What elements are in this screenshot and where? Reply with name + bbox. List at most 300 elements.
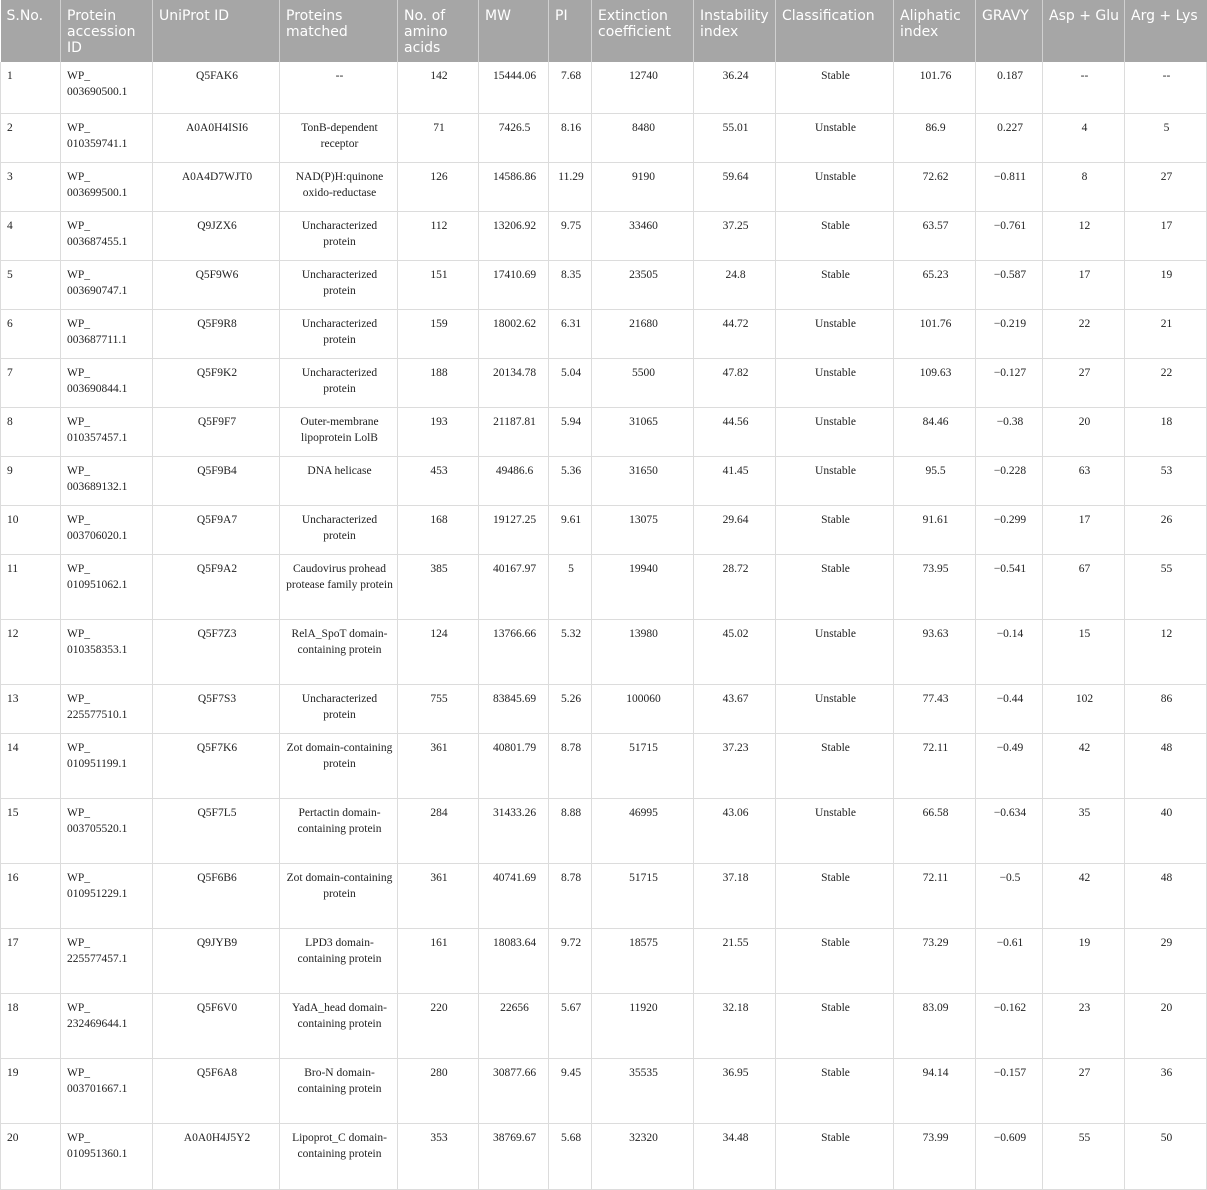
cell-mw: 14586.86: [479, 162, 549, 211]
cell-uniprot-id: A0A4D7WJT0: [153, 162, 280, 211]
cell-sno: 6: [1, 309, 61, 358]
cell-gravy: −0.5: [976, 863, 1043, 928]
cell-protein-matched: LPD3 domain-containing protein: [280, 928, 398, 993]
cell-protein-accession-id: WP_ 010951229.1: [61, 863, 153, 928]
cell-protein-matched: Uncharacterized protein: [280, 684, 398, 733]
cell-instability-index: 44.56: [694, 407, 776, 456]
cell-arg-lys: 36: [1125, 1058, 1207, 1123]
cell-protein-accession-id: WP_ 225577510.1: [61, 684, 153, 733]
table-header: [1, 0, 1207, 62]
cell-extinction-coefficient: 19940: [592, 554, 694, 619]
cell-gravy: −0.219: [976, 309, 1043, 358]
cell-classification: Stable: [776, 62, 894, 113]
cell-extinction-coefficient: 31650: [592, 456, 694, 505]
cell-gravy: −0.61: [976, 928, 1043, 993]
table-row: [1, 863, 1207, 928]
cell-aliphatic-index: 93.63: [894, 619, 976, 684]
cell-instability-index: 45.02: [694, 619, 776, 684]
header-extinction-coefficient: Extinction coefficient: [592, 0, 694, 62]
cell-uniprot-id: Q5F6A8: [153, 1058, 280, 1123]
table-body: [1, 62, 1207, 1189]
table-row: [1, 62, 1207, 113]
cell-classification: Unstable: [776, 309, 894, 358]
cell-extinction-coefficient: 23505: [592, 260, 694, 309]
cell-pi: 9.45: [549, 1058, 592, 1123]
cell-gravy: −0.634: [976, 798, 1043, 863]
cell-uniprot-id: Q5F7Z3: [153, 619, 280, 684]
cell-amino-acids: 193: [398, 407, 479, 456]
cell-aliphatic-index: 72.11: [894, 733, 976, 798]
cell-mw: 18083.64: [479, 928, 549, 993]
cell-sno: 17: [1, 928, 61, 993]
cell-mw: 30877.66: [479, 1058, 549, 1123]
cell-classification: Stable: [776, 554, 894, 619]
cell-classification: Stable: [776, 1058, 894, 1123]
table-row: [1, 309, 1207, 358]
cell-sno: 3: [1, 162, 61, 211]
cell-protein-matched: Caudovirus prohead protease family protein: [280, 554, 398, 619]
cell-arg-lys: 40: [1125, 798, 1207, 863]
header-proteins-matched: Proteins matched: [280, 0, 398, 62]
cell-mw: 38769.67: [479, 1123, 549, 1189]
cell-arg-lys: 18: [1125, 407, 1207, 456]
cell-sno: 18: [1, 993, 61, 1058]
cell-extinction-coefficient: 21680: [592, 309, 694, 358]
cell-uniprot-id: A0A0H4J5Y2: [153, 1123, 280, 1189]
cell-amino-acids: 188: [398, 358, 479, 407]
table-row: [1, 113, 1207, 162]
cell-classification: Unstable: [776, 407, 894, 456]
cell-instability-index: 37.18: [694, 863, 776, 928]
cell-aliphatic-index: 72.11: [894, 863, 976, 928]
cell-arg-lys: 19: [1125, 260, 1207, 309]
table-row: [1, 260, 1207, 309]
header-classification: Classification: [776, 0, 894, 62]
cell-arg-lys: 12: [1125, 619, 1207, 684]
cell-instability-index: 41.45: [694, 456, 776, 505]
cell-gravy: 0.227: [976, 113, 1043, 162]
cell-protein-matched: Uncharacterized protein: [280, 309, 398, 358]
header-sno: S.No.: [1, 0, 61, 62]
cell-uniprot-id: Q5F9B4: [153, 456, 280, 505]
cell-arg-lys: --: [1125, 62, 1207, 113]
cell-gravy: −0.127: [976, 358, 1043, 407]
cell-arg-lys: 48: [1125, 733, 1207, 798]
cell-instability-index: 36.24: [694, 62, 776, 113]
cell-protein-matched: Uncharacterized protein: [280, 260, 398, 309]
cell-extinction-coefficient: 5500: [592, 358, 694, 407]
cell-protein-accession-id: WP_ 003687455.1: [61, 211, 153, 260]
cell-asp-glu: 4: [1043, 113, 1125, 162]
cell-gravy: −0.299: [976, 505, 1043, 554]
cell-extinction-coefficient: 18575: [592, 928, 694, 993]
cell-arg-lys: 86: [1125, 684, 1207, 733]
cell-aliphatic-index: 73.95: [894, 554, 976, 619]
cell-amino-acids: 126: [398, 162, 479, 211]
cell-gravy: −0.162: [976, 993, 1043, 1058]
cell-aliphatic-index: 91.61: [894, 505, 976, 554]
cell-protein-accession-id: WP_ 003699500.1: [61, 162, 153, 211]
cell-asp-glu: 19: [1043, 928, 1125, 993]
cell-protein-accession-id: WP_ 010357457.1: [61, 407, 153, 456]
header-uniprot-id: UniProt ID: [153, 0, 280, 62]
cell-arg-lys: 27: [1125, 162, 1207, 211]
cell-aliphatic-index: 109.63: [894, 358, 976, 407]
table-row: [1, 1058, 1207, 1123]
cell-instability-index: 47.82: [694, 358, 776, 407]
cell-protein-accession-id: WP_ 010358353.1: [61, 619, 153, 684]
cell-protein-matched: RelA_SpoT domain-containing protein: [280, 619, 398, 684]
cell-gravy: −0.541: [976, 554, 1043, 619]
cell-amino-acids: 124: [398, 619, 479, 684]
cell-mw: 22656: [479, 993, 549, 1058]
cell-asp-glu: 42: [1043, 863, 1125, 928]
cell-amino-acids: 151: [398, 260, 479, 309]
cell-pi: 5.68: [549, 1123, 592, 1189]
cell-sno: 20: [1, 1123, 61, 1189]
cell-amino-acids: 142: [398, 62, 479, 113]
cell-mw: 31433.26: [479, 798, 549, 863]
cell-extinction-coefficient: 51715: [592, 733, 694, 798]
cell-gravy: −0.609: [976, 1123, 1043, 1189]
cell-pi: 8.78: [549, 863, 592, 928]
table-row: [1, 619, 1207, 684]
cell-protein-matched: Bro-N domain-containing protein: [280, 1058, 398, 1123]
cell-asp-glu: 8: [1043, 162, 1125, 211]
cell-aliphatic-index: 83.09: [894, 993, 976, 1058]
cell-protein-matched: Uncharacterized protein: [280, 358, 398, 407]
cell-pi: 8.88: [549, 798, 592, 863]
cell-pi: 5.94: [549, 407, 592, 456]
cell-protein-matched: YadA_head domain-containing protein: [280, 993, 398, 1058]
cell-amino-acids: 453: [398, 456, 479, 505]
cell-uniprot-id: Q5F6B6: [153, 863, 280, 928]
cell-uniprot-id: Q5F9A2: [153, 554, 280, 619]
cell-sno: 4: [1, 211, 61, 260]
cell-aliphatic-index: 65.23: [894, 260, 976, 309]
cell-arg-lys: 50: [1125, 1123, 1207, 1189]
table-row: [1, 456, 1207, 505]
cell-classification: Unstable: [776, 456, 894, 505]
cell-mw: 7426.5: [479, 113, 549, 162]
cell-protein-matched: Uncharacterized protein: [280, 211, 398, 260]
cell-aliphatic-index: 72.62: [894, 162, 976, 211]
cell-extinction-coefficient: 13075: [592, 505, 694, 554]
header-mw: MW: [479, 0, 549, 62]
cell-pi: 9.75: [549, 211, 592, 260]
cell-protein-accession-id: WP_ 232469644.1: [61, 993, 153, 1058]
cell-amino-acids: 112: [398, 211, 479, 260]
header-amino-acids: No. of amino acids: [398, 0, 479, 62]
table-row: [1, 733, 1207, 798]
cell-uniprot-id: Q5F7K6: [153, 733, 280, 798]
cell-sno: 11: [1, 554, 61, 619]
cell-instability-index: 34.48: [694, 1123, 776, 1189]
cell-asp-glu: 15: [1043, 619, 1125, 684]
table-row: [1, 358, 1207, 407]
cell-extinction-coefficient: 13980: [592, 619, 694, 684]
cell-uniprot-id: Q5F9W6: [153, 260, 280, 309]
table-row: [1, 407, 1207, 456]
cell-pi: 8.78: [549, 733, 592, 798]
cell-gravy: −0.587: [976, 260, 1043, 309]
cell-mw: 17410.69: [479, 260, 549, 309]
cell-gravy: −0.14: [976, 619, 1043, 684]
cell-pi: 9.61: [549, 505, 592, 554]
cell-sno: 16: [1, 863, 61, 928]
cell-extinction-coefficient: 12740: [592, 62, 694, 113]
cell-mw: 15444.06: [479, 62, 549, 113]
table-row: [1, 211, 1207, 260]
cell-sno: 8: [1, 407, 61, 456]
table-row: [1, 162, 1207, 211]
cell-instability-index: 32.18: [694, 993, 776, 1058]
cell-pi: 5: [549, 554, 592, 619]
cell-sno: 12: [1, 619, 61, 684]
cell-amino-acids: 220: [398, 993, 479, 1058]
cell-classification: Unstable: [776, 798, 894, 863]
table-row: [1, 798, 1207, 863]
cell-uniprot-id: Q9JZX6: [153, 211, 280, 260]
cell-classification: Unstable: [776, 113, 894, 162]
cell-arg-lys: 21: [1125, 309, 1207, 358]
cell-sno: 9: [1, 456, 61, 505]
cell-amino-acids: 161: [398, 928, 479, 993]
cell-classification: Stable: [776, 928, 894, 993]
cell-instability-index: 28.72: [694, 554, 776, 619]
cell-protein-matched: --: [280, 62, 398, 113]
cell-asp-glu: 102: [1043, 684, 1125, 733]
cell-protein-matched: Zot domain-containing protein: [280, 863, 398, 928]
cell-extinction-coefficient: 32320: [592, 1123, 694, 1189]
cell-asp-glu: 12: [1043, 211, 1125, 260]
cell-sno: 5: [1, 260, 61, 309]
cell-protein-accession-id: WP_ 010951062.1: [61, 554, 153, 619]
cell-aliphatic-index: 77.43: [894, 684, 976, 733]
cell-gravy: −0.49: [976, 733, 1043, 798]
cell-asp-glu: 35: [1043, 798, 1125, 863]
cell-pi: 5.36: [549, 456, 592, 505]
cell-arg-lys: 29: [1125, 928, 1207, 993]
cell-protein-matched: Lipoprot_C domain-containing protein: [280, 1123, 398, 1189]
cell-aliphatic-index: 84.46: [894, 407, 976, 456]
cell-uniprot-id: Q5F9A7: [153, 505, 280, 554]
cell-mw: 19127.25: [479, 505, 549, 554]
cell-protein-accession-id: WP_ 010951360.1: [61, 1123, 153, 1189]
cell-uniprot-id: Q5F9F7: [153, 407, 280, 456]
cell-aliphatic-index: 63.57: [894, 211, 976, 260]
cell-sno: 2: [1, 113, 61, 162]
cell-mw: 13766.66: [479, 619, 549, 684]
cell-classification: Unstable: [776, 162, 894, 211]
cell-protein-accession-id: WP_ 003689132.1: [61, 456, 153, 505]
cell-protein-matched: Zot domain-containing protein: [280, 733, 398, 798]
cell-protein-accession-id: WP_ 003706020.1: [61, 505, 153, 554]
header-gravy: GRAVY: [976, 0, 1043, 62]
header-arg-lys: Arg + Lys: [1125, 0, 1207, 62]
cell-instability-index: 59.64: [694, 162, 776, 211]
cell-pi: 5.04: [549, 358, 592, 407]
cell-asp-glu: --: [1043, 62, 1125, 113]
cell-pi: 5.67: [549, 993, 592, 1058]
cell-protein-matched: Uncharacterized protein: [280, 505, 398, 554]
cell-arg-lys: 22: [1125, 358, 1207, 407]
cell-extinction-coefficient: 100060: [592, 684, 694, 733]
cell-extinction-coefficient: 11920: [592, 993, 694, 1058]
cell-pi: 9.72: [549, 928, 592, 993]
cell-mw: 40801.79: [479, 733, 549, 798]
cell-arg-lys: 26: [1125, 505, 1207, 554]
cell-extinction-coefficient: 33460: [592, 211, 694, 260]
table-row: [1, 684, 1207, 733]
table-row: [1, 928, 1207, 993]
cell-arg-lys: 48: [1125, 863, 1207, 928]
cell-arg-lys: 5: [1125, 113, 1207, 162]
cell-instability-index: 29.64: [694, 505, 776, 554]
cell-amino-acids: 353: [398, 1123, 479, 1189]
cell-sno: 13: [1, 684, 61, 733]
cell-arg-lys: 55: [1125, 554, 1207, 619]
cell-aliphatic-index: 94.14: [894, 1058, 976, 1123]
cell-extinction-coefficient: 51715: [592, 863, 694, 928]
cell-gravy: −0.157: [976, 1058, 1043, 1123]
cell-classification: Stable: [776, 260, 894, 309]
cell-instability-index: 37.25: [694, 211, 776, 260]
cell-aliphatic-index: 101.76: [894, 309, 976, 358]
cell-classification: Stable: [776, 733, 894, 798]
cell-instability-index: 37.23: [694, 733, 776, 798]
cell-sno: 7: [1, 358, 61, 407]
cell-asp-glu: 55: [1043, 1123, 1125, 1189]
table-row: [1, 1123, 1207, 1189]
cell-amino-acids: 280: [398, 1058, 479, 1123]
cell-amino-acids: 361: [398, 733, 479, 798]
cell-arg-lys: 17: [1125, 211, 1207, 260]
cell-amino-acids: 71: [398, 113, 479, 162]
cell-asp-glu: 20: [1043, 407, 1125, 456]
cell-extinction-coefficient: 31065: [592, 407, 694, 456]
cell-asp-glu: 42: [1043, 733, 1125, 798]
cell-asp-glu: 67: [1043, 554, 1125, 619]
cell-gravy: −0.811: [976, 162, 1043, 211]
cell-protein-accession-id: WP_ 003690747.1: [61, 260, 153, 309]
cell-arg-lys: 20: [1125, 993, 1207, 1058]
cell-pi: 5.26: [549, 684, 592, 733]
cell-mw: 21187.81: [479, 407, 549, 456]
header-row: [1, 0, 1207, 62]
cell-uniprot-id: Q9JYB9: [153, 928, 280, 993]
cell-amino-acids: 385: [398, 554, 479, 619]
cell-gravy: −0.38: [976, 407, 1043, 456]
cell-pi: 6.31: [549, 309, 592, 358]
cell-classification: Stable: [776, 505, 894, 554]
cell-aliphatic-index: 95.5: [894, 456, 976, 505]
cell-sno: 15: [1, 798, 61, 863]
cell-instability-index: 21.55: [694, 928, 776, 993]
cell-protein-accession-id: WP_ 003690844.1: [61, 358, 153, 407]
cell-amino-acids: 284: [398, 798, 479, 863]
cell-classification: Unstable: [776, 619, 894, 684]
cell-gravy: 0.187: [976, 62, 1043, 113]
cell-mw: 18002.62: [479, 309, 549, 358]
cell-mw: 40741.69: [479, 863, 549, 928]
cell-amino-acids: 159: [398, 309, 479, 358]
cell-instability-index: 43.67: [694, 684, 776, 733]
cell-extinction-coefficient: 9190: [592, 162, 694, 211]
cell-extinction-coefficient: 35535: [592, 1058, 694, 1123]
cell-classification: Unstable: [776, 358, 894, 407]
cell-asp-glu: 27: [1043, 358, 1125, 407]
cell-protein-accession-id: WP_ 225577457.1: [61, 928, 153, 993]
cell-mw: 83845.69: [479, 684, 549, 733]
cell-protein-matched: Pertactin domain-containing protein: [280, 798, 398, 863]
cell-instability-index: 55.01: [694, 113, 776, 162]
cell-classification: Stable: [776, 211, 894, 260]
cell-classification: Unstable: [776, 684, 894, 733]
cell-uniprot-id: Q5F6V0: [153, 993, 280, 1058]
cell-sno: 19: [1, 1058, 61, 1123]
cell-gravy: −0.44: [976, 684, 1043, 733]
cell-uniprot-id: A0A0H4ISI6: [153, 113, 280, 162]
cell-amino-acids: 755: [398, 684, 479, 733]
cell-arg-lys: 53: [1125, 456, 1207, 505]
table-row: [1, 505, 1207, 554]
cell-uniprot-id: Q5F7S3: [153, 684, 280, 733]
cell-protein-matched: NAD(P)H:quinone oxido-reductase: [280, 162, 398, 211]
cell-mw: 40167.97: [479, 554, 549, 619]
cell-classification: Stable: [776, 1123, 894, 1189]
cell-aliphatic-index: 66.58: [894, 798, 976, 863]
header-instability-index: Instability index: [694, 0, 776, 62]
cell-asp-glu: 22: [1043, 309, 1125, 358]
cell-aliphatic-index: 73.99: [894, 1123, 976, 1189]
cell-uniprot-id: Q5F9R8: [153, 309, 280, 358]
header-asp-glu: Asp + Glu: [1043, 0, 1125, 62]
cell-instability-index: 43.06: [694, 798, 776, 863]
cell-amino-acids: 361: [398, 863, 479, 928]
cell-sno: 10: [1, 505, 61, 554]
cell-mw: 13206.92: [479, 211, 549, 260]
cell-protein-accession-id: WP_ 010951199.1: [61, 733, 153, 798]
cell-classification: Stable: [776, 993, 894, 1058]
cell-instability-index: 24.8: [694, 260, 776, 309]
cell-pi: 8.16: [549, 113, 592, 162]
cell-mw: 49486.6: [479, 456, 549, 505]
cell-extinction-coefficient: 46995: [592, 798, 694, 863]
cell-protein-accession-id: WP_ 003687711.1: [61, 309, 153, 358]
cell-aliphatic-index: 86.9: [894, 113, 976, 162]
cell-asp-glu: 27: [1043, 1058, 1125, 1123]
header-pi: PI: [549, 0, 592, 62]
cell-asp-glu: 23: [1043, 993, 1125, 1058]
cell-pi: 11.29: [549, 162, 592, 211]
cell-protein-accession-id: WP_ 003701667.1: [61, 1058, 153, 1123]
cell-pi: 5.32: [549, 619, 592, 684]
cell-aliphatic-index: 73.29: [894, 928, 976, 993]
cell-pi: 7.68: [549, 62, 592, 113]
cell-asp-glu: 63: [1043, 456, 1125, 505]
cell-instability-index: 44.72: [694, 309, 776, 358]
cell-extinction-coefficient: 8480: [592, 113, 694, 162]
cell-sno: 14: [1, 733, 61, 798]
cell-amino-acids: 168: [398, 505, 479, 554]
cell-uniprot-id: Q5F9K2: [153, 358, 280, 407]
cell-protein-matched: DNA helicase: [280, 456, 398, 505]
cell-gravy: −0.761: [976, 211, 1043, 260]
header-aliphatic-index: Aliphatic index: [894, 0, 976, 62]
cell-protein-accession-id: WP_ 003690500.1: [61, 62, 153, 113]
cell-uniprot-id: Q5F7L5: [153, 798, 280, 863]
